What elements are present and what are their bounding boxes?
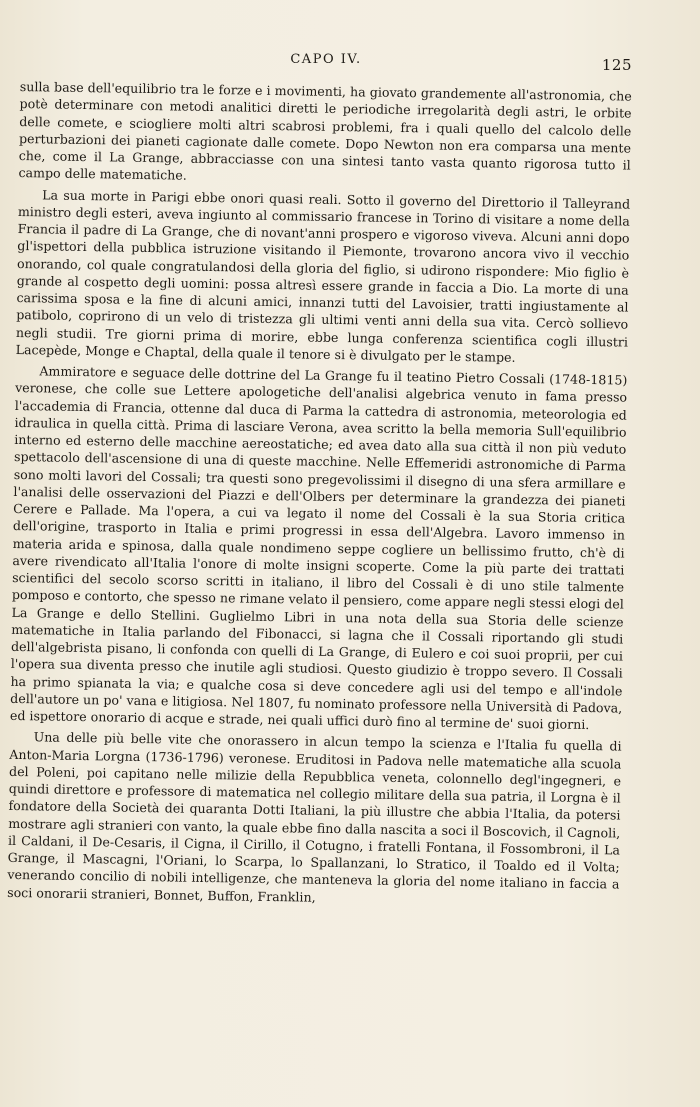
paragraph-lagrange-death: La sua morte in Parigi ebbe onori quasi reali. Sotto il governo del Direttorio il Talleyrand ministro degli esteri, aveva ingiunto al commissario francese in Torino di visitare a nome della Francia il padre di La Grange, che di novant'anni prospero e vigoroso viveva. Alcuni anni dopo gl'ispettori della pubblica istruzione visitando il Piemonte, trovarono ancora vivo il vecchio onorando, col quale congratulandosi della gloria del figlio, si udirono rispondere: Mio figlio è grande al cospetto degli uomini: possa altresì essere grande in faccia a Dio. La morte di una carissima sposa e la fine di alcuni amici, innanzi tutti del Lavoisier, tratti ingiustamente al patibolo, coprirono di un velo di tristezza gli ultimi venti anni della sua vita. Cercò sollievo negli studii. Tre giorni prima di morire, ebbe lunga conferenza scientifica cogli illustri Lacepède, Monge e Chaptal, della quale il tenore si è divulgato per le stampe. [15, 186, 631, 365]
paragraph-lagrange-legacy: sulla base dell'equilibrio tra le forze e i movimenti, ha giovato grandemente all'astronomia, che potè determinare con metodi analitici diretti le periodiche irregolarità degli astri, le orbite delle comete, e sciogliere molti altri scabrosi problemi, fra i quali quello del calcolo delle perturbazioni dei pianeti cagionate dalle comete. Dopo Newton non era comparsa una mente che, come il La Grange, abbracciasse con una sintesi tanto vasta quanto rigorosa tutto il campo delle matematiche. [18, 78, 632, 183]
body-text [7, 78, 632, 910]
running-head: CAPO IV. [290, 52, 362, 67]
paragraph-lorgna: Una delle più belle vite che onorassero in alcun tempo la scienza e l'Italia fu quella di Anton-Maria Lorgna (1736-1796) veronese. Eruditosi in Padova nelle matematiche alla scuola del Poleni, poi capitano nelle milizie della Repubblica veneta, colonnello degl'ingegneri, e quindi direttore e professore di matematica nel collegio militare della sua patria, il Lorgna è il fondatore della Società dei quaranta Dotti Italiani, la più illustre che abbia l'Italia, da potersi mostrare agli stranieri con vanto, la quale ebbe fino dalla nascita a soci il Boscovich, il Cagnoli, il Caldani, il De-Cesaris, il Cigna, il Cirillo, il Cotugno, i fratelli Fontana, il Fossombroni, il La Grange, il Mascagni, l'Oriani, lo Scarpa, lo Spallanzani, lo Stratico, il Toaldo ed il Volta; venerando concilio di nobili intelligenze, che manteneva la gloria del nome italiano in faccia a soci onorarii stranieri, Bonnet, Buffon, Franklin, [7, 729, 622, 905]
page-number: 125 [601, 56, 632, 74]
page-header [20, 52, 632, 76]
paragraph-cossali: Ammiratore e seguace delle dottrine del La Grange fu il teatino Pietro Cossali (1748-1815) veronese, che colle sue Lettere apologetiche dell'analisi algebrica venuto in fama presso l'accademia di Francia, ottenne dal duca di Parma la cattedra di astronomia, meteorologia ed idraulica in quella città. Prima di lasciare Verona, avea scritto la bella memoria Sull'equilibrio interno ed esterno delle macchine aereostatiche; ed avea dato alla sua città il non più veduto spettacolo dell'ascensione di una di queste macchine. Nelle Effemeridi astronomiche di Parma sono molti lavori del Cossali; tra questi sono pregevolissimi il disegno di una sfera armillare e l'analisi delle osservazioni del Piazzi e dell'Olbers per determinare la grandezza dei pianeti Cerere e Pallade. Ma l'opera, a cui va legato il nome del Cossali è la sua Storia critica dell'origine, trasporto in Italia e primi progressi in essa dell'Algebra. Lavoro immenso in materia arida e spinosa, dalla quale nondimeno seppe cogliere un bellissimo frutto, ch'è di avere rivendicato all'Italia l'onore di molte insigni scoperte. Come la più parte dei trattati scientifici del secolo scorso scritti in italiano, il libro del Cossali è di uno stile talmente pomposo e contorto, che spesso ne rimane velato il pensiero, come appare negli stessi elogi del La Grange e dello Stellini. Guglielmo Libri in una nota della sua Storia delle scienze matematiche in Italia parlando del Fibonacci, si lagna che il Cossali riportando gli studi dell'algebrista pisano, li confonda con quelli di La Grange, di Eulero e coi suoi proprii, per cui l'opera sua diventa presso che inutile agli studiosi. Questo giudizio è troppo severo. Il Cossali ha primo spianata la via; e qualche cosa si deve concedere agli usi del tempo e all'indole dell'autore un po' vana e litigiosa. Nel 1807, fu nominato professore nella Università di Padova, ed ispettore onorario di acque e strade, nei quali uffici durò fino al termine de' suoi giorni. [9, 363, 628, 733]
